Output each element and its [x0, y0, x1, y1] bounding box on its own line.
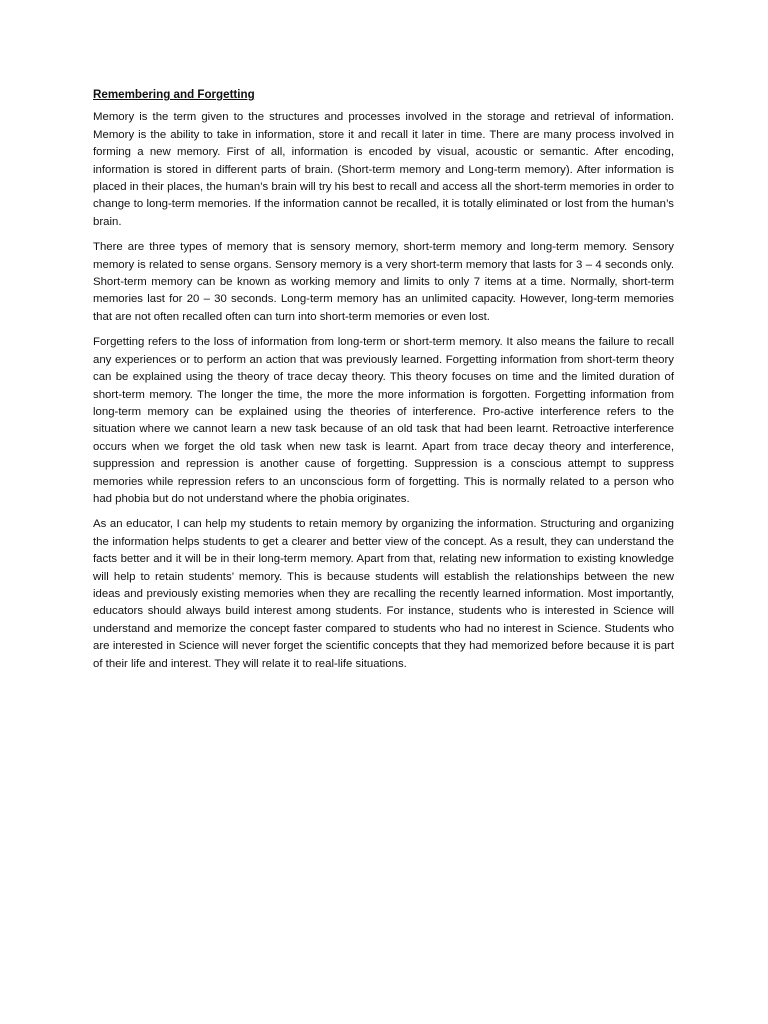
document-title: Remembering and Forgetting: [93, 88, 255, 101]
paragraph-memory-definition: Memory is the term given to the structures and processes involved in the storage and retrieval of information. Memory is the ability to take in information, store it and recall it later in time. There are many process involved in forming a new memory. First of all, information is encoded by visual, acoustic or semantic. After encoding, information is stored in different parts of brain. (Short-term memory and Long-term memory). After information is placed in their places, the human’s brain will try his best to recall and access all the short-term memories in order to change to long-term memories. If the information cannot be recalled, it is totally eliminated or lost from the human’s brain.: [93, 111, 674, 228]
paragraph-memory-types: There are three types of memory that is sensory memory, short-term memory and long-term memory. Sensory memory is related to sense organs. Sensory memory is a very short-term memory that lasts for 3 – 4 seconds only. Short-term memory can be known as working memory and limits to only 7 items at a time. Normally, short-term memories last for 20 – 30 seconds. Long-term memory has an unlimited capacity. However, long-term memories that are not often recalled often can turn into short-term memories or even lost.: [93, 241, 674, 323]
paragraph-forgetting: Forgetting refers to the loss of information from long-term or short-term memory. It also means the failure to recall any experiences or to perform an action that was previously learned. Forgetting information from short-term theory can be explained using the theory of trace decay theory. This theory focuses on time and the limited duration of short-term memory. The longer the time, the more the more information is forgotten. Forgetting information from long-term memory can be explained using the theories of interference. Pro-active interference refers to the situation where we cannot learn a new task because of an old task that had been learnt. Retroactive interference occurs when we forget the old task when new task is learnt. Apart from trace decay theory and interference, suppression and repression is another cause of forgetting. Suppression is a conscious attempt to suppress memories while repression refers to an unconscious form of forgetting. This is normally related to a person who had phobia but do not understand where the phobia originates.: [93, 336, 674, 505]
paragraph-educator: As an educator, I can help my students to retain memory by organizing the information. Structuring and organizing the information helps students to get a clearer and better view of the concept. As a result, they can understand the facts better and it will be in their long-term memory. Apart from that, relating new information to existing knowledge will help to retain students’ memory. This is because students will establish the relationships between the new ideas and previously existing memories when they are recalling the recently learned information. Most importantly, educators should always build interest among students. For instance, students who is interested in Science will understand and memorize the concept faster compared to students who had no interest in Science. Students who are interested in Science will never forget the scientific concepts that they had memorized before because it is part of their life and interest. They will relate it to real-life situations.: [93, 518, 674, 670]
document-body: [93, 86, 674, 681]
